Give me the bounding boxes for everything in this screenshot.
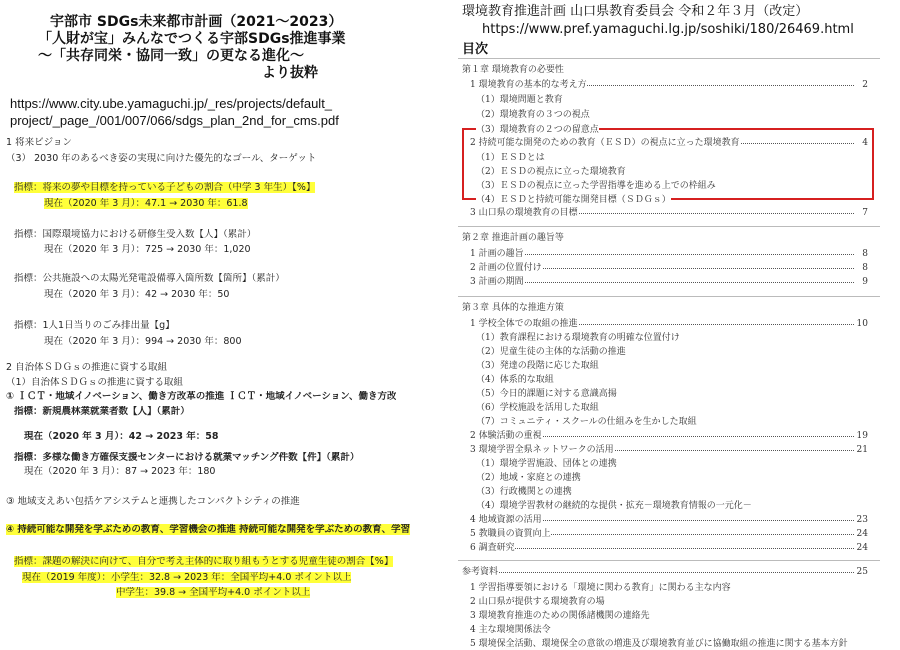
left-url-line-1[interactable]: https://www.city.ube.yamaguchi.jp/_res/projects/default_: [10, 96, 333, 111]
toc-leader: [462, 572, 854, 573]
left-title-line-2: 「人財が宝」みんなでつくる宇部SDGs推進事業: [38, 31, 346, 47]
toc-leader: [470, 548, 854, 549]
toc-entry: 4 地域資源の活用 23: [470, 515, 868, 525]
left-title-line-4: より抜粋: [262, 65, 318, 81]
toc-page-number: 24: [856, 543, 868, 553]
left-text-line: 現在（2020 年 3 月）：42 → 2030 年：50: [44, 289, 230, 300]
left-text-line: ① ＩＣＴ・地域イノベーション、働き方改革の推進 ＩＣＴ・地域イノベーション、働き方改: [6, 391, 397, 402]
toc-entry: 2 山口県が提供する環境教育の場: [470, 597, 605, 607]
left-text-line: 指標：将来の夢や目標を持っている子どもの割合（中学 3 年生）【%】: [14, 182, 316, 193]
toc-divider: [458, 226, 880, 227]
toc-entry: 2 計画の位置付け 8: [470, 263, 868, 273]
left-text-line: 指標：新規農林業就業者数【人】（累計）: [14, 406, 190, 417]
toc-entry: （1）環境問題と教育: [476, 95, 563, 105]
toc-entry: 5 教職員の資質向上 24: [470, 529, 868, 539]
left-text-line: ④ 持続可能な開発を学ぶための教育、学習機会の推進 持続可能な開発を学ぶための教育、学習: [6, 524, 411, 535]
toc-entry: 2 持続可能な開発のための教育（ＥＳＤ）の視点に立った環境教育 4: [470, 138, 868, 148]
toc-divider: [458, 58, 880, 59]
toc-page-number: 7: [862, 208, 868, 218]
left-text-line: 指標：多様な働き方確保支援センターにおける就業マッチング件数【件】（累計）: [14, 452, 360, 463]
left-text-line: 指標：課題の解決に向けて、自分で考え主体的に取り組もうとする児童生徒の割合【%】: [14, 556, 394, 567]
toc-divider: [458, 560, 880, 561]
toc-divider: [458, 296, 880, 297]
left-text-line: ③ 地域支えあい包括ケアシステムと連携したコンパクトシティの推進: [6, 496, 300, 507]
toc-entry: （1）ＥＳＤとは: [476, 153, 545, 163]
toc-heading: 目次: [462, 42, 489, 57]
toc-entry: （3）ＥＳＤの視点に立った学習指導を進める上での枠組み: [476, 181, 716, 191]
toc-entry: 1 環境教育の基本的な考え方 2: [470, 80, 868, 90]
toc-page-number: 10: [856, 319, 868, 329]
toc-page-number: 9: [862, 277, 868, 287]
toc-entry: 1 学校全体での取組の推進 10: [470, 319, 868, 329]
toc-entry: （1）教育課程における環境教育の明確な位置付け: [476, 333, 680, 343]
left-text-line: 指標：1人1日当りのごみ排出量【g】: [14, 320, 175, 331]
toc-entry: 3 山口県の環境教育の目標 7: [470, 208, 868, 218]
toc-entry: （2）地域・家庭との連携: [476, 473, 581, 483]
toc-entry: （2）環境教育の３つの視点: [476, 110, 590, 120]
toc-page-number: 2: [862, 80, 868, 90]
toc-entry: （6）学校施設を活用した取組: [476, 403, 599, 413]
toc-page-number: 4: [862, 138, 868, 148]
toc-entry: （4）環境学習教材の継続的な提供・拡充－環境教育情報の一元化－: [476, 501, 752, 511]
toc-entry: 3 環境教育推進のための関係諸機関の連絡先: [470, 611, 650, 621]
left-url-line-2[interactable]: project/_page_/001/007/066/sdgs_plan_2nd_for_cms.pdf: [10, 113, 339, 128]
toc-entry: （4）体系的な取組: [476, 375, 554, 385]
toc-entry: （3）行政機関との連携: [476, 487, 572, 497]
left-title-line-3: ～「共存同栄・協同一致」の更なる進化～: [38, 48, 304, 64]
left-text-line: 指標：国際環境協力における研修生受入数【人】（累計）: [14, 229, 257, 240]
left-text-line: 現在（2020 年 3 月）：994 → 2030 年：800: [44, 336, 242, 347]
left-text-line: 現在（2020 年 3 月）：47.1 → 2030 年：61.8: [44, 198, 248, 209]
toc-page-number: 21: [856, 445, 868, 455]
toc-entry: 1 計画の趣旨 8: [470, 249, 868, 259]
left-text-line: 1 将来ビジョン: [6, 137, 72, 148]
toc-entry: （5）今日的課題に対する意識高揚: [476, 389, 617, 399]
left-text-line: 2 自治体ＳＤＧｓの推進に資する取組: [6, 362, 168, 373]
toc-entry: 2 体験活動の重視 19: [470, 431, 868, 441]
toc-entry: （3）発達の段階に応じた取組: [476, 361, 599, 371]
toc-entry: 6 調査研究 24: [470, 543, 868, 553]
left-text-line: 中学生：39.8 → 全国平均+4.0 ポイント以上: [116, 587, 311, 598]
left-text-line: 現在（2020 年 3 月）：42 → 2023 年：58: [24, 431, 219, 442]
right-title: 環境教育推進計画 山口県教育委員会 令和２年３月（改定）: [462, 4, 809, 19]
toc-entry: 参考資料 25: [462, 567, 868, 577]
toc-entry: 3 計画の期間 9: [470, 277, 868, 287]
toc-leader: [470, 254, 854, 255]
left-text-line: （3） 2030 年のあるべき姿の実現に向けた優先的なゴール、ターゲット: [6, 153, 317, 164]
toc-entry: （7）コミュニティ・スクールの仕組みを生かした取組: [476, 417, 697, 427]
toc-entry: 1 学習指導要領における「環境に関わる教育」に関わる主な内容: [470, 583, 731, 593]
toc-entry: （3）環境教育の２つの留意点: [476, 125, 599, 135]
left-text-line: （1）自治体ＳＤＧｓの推進に資する取組: [6, 377, 184, 388]
right-url[interactable]: https://www.pref.yamaguchi.lg.jp/soshiki/180/26469.html: [482, 22, 854, 37]
toc-entry: 4 主な環境関係法令: [470, 625, 551, 635]
toc-entry: （1）環境学習施設、団体との連携: [476, 459, 617, 469]
left-text-line: 現在（2019 年度）：小学生：32.8 → 2023 年：全国平均+4.0 ポイント以上: [22, 572, 352, 583]
toc-entry: （4）ＥＳＤと持続可能な開発目標（ＳＤＧｓ）: [476, 195, 671, 205]
left-title-line-1: 宇部市 SDGs未来都市計画（2021～2023）: [50, 14, 343, 30]
left-text-line: 現在（2020 年 3 月）：725 → 2030 年：1,020: [44, 244, 251, 255]
toc-entry: 5 環境保全活動、環境保全の意欲の増進及び環境教育並びに協働取組の推進に関する基本方針: [470, 639, 848, 649]
toc-entry: 第１章 環境教育の必要性: [462, 65, 564, 75]
toc-page-number: 8: [862, 249, 868, 259]
toc-page-number: 23: [856, 515, 868, 525]
toc-leader: [470, 282, 854, 283]
toc-page-number: 24: [856, 529, 868, 539]
toc-entry: 第３章 具体的な推進方策: [462, 303, 564, 313]
left-text-line: 指標：公共施設への太陽光発電設備導入箇所数【箇所】（累計）: [14, 273, 285, 284]
toc-entry: （2）児童生徒の主体的な活動の推進: [476, 347, 626, 357]
toc-page-number: 25: [856, 567, 868, 577]
toc-page-number: 8: [862, 263, 868, 273]
left-text-line: 現在（2020 年 3 月）：87 → 2023 年：180: [24, 466, 216, 477]
toc-page-number: 19: [856, 431, 868, 441]
toc-entry: 3 環境学習全県ネットワークの活用 21: [470, 445, 868, 455]
toc-entry: 第２章 推進計画の趣旨等: [462, 233, 564, 243]
toc-entry: （2）ＥＳＤの視点に立った環境教育: [476, 167, 626, 177]
